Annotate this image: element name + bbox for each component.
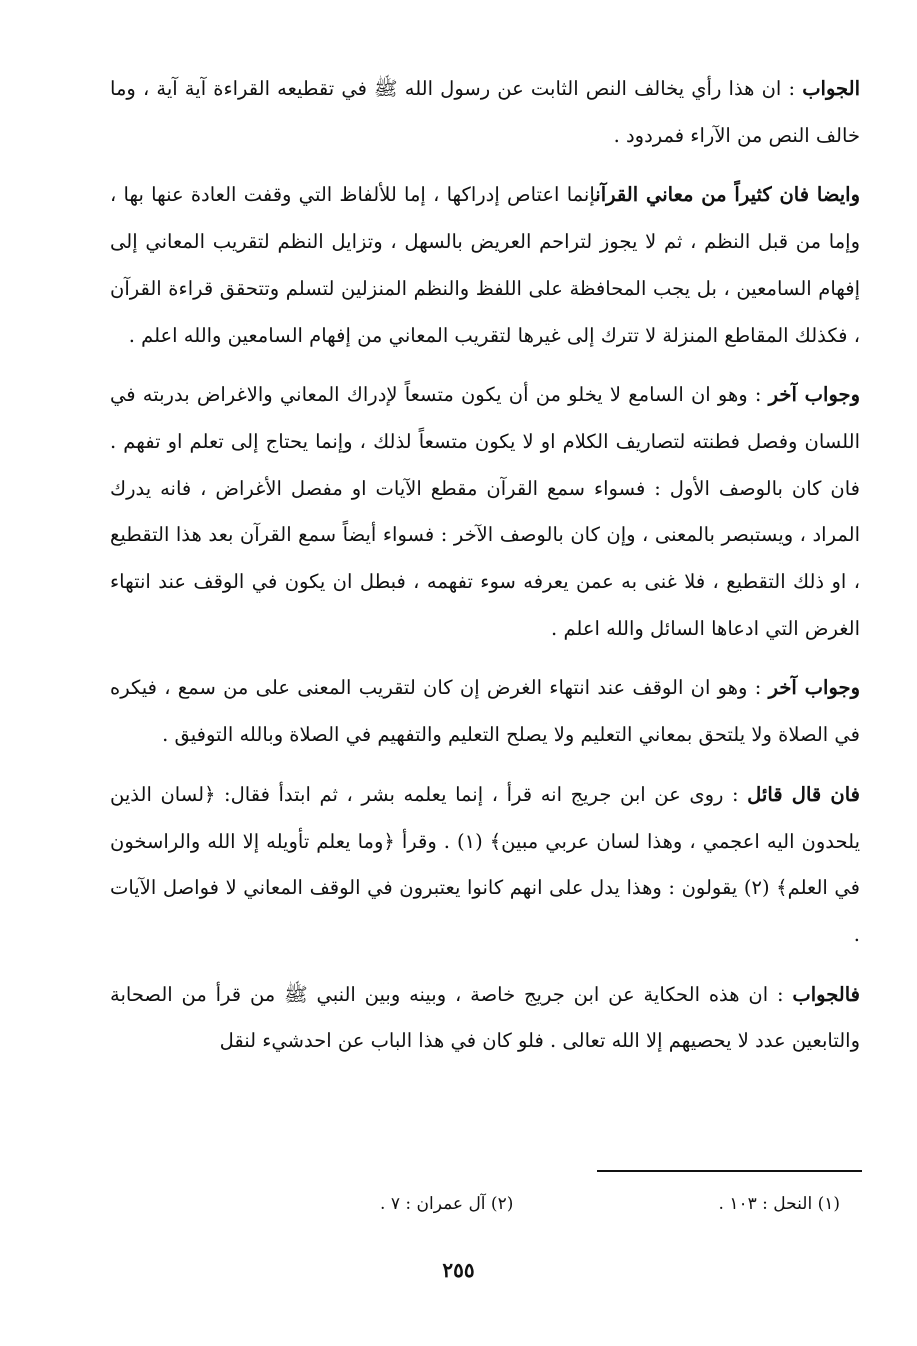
paragraph-lead: وجواب آخر (768, 676, 861, 700)
footnotes (380, 1192, 840, 1216)
paragraph-lead: فالجواب (792, 982, 860, 1006)
paragraph (110, 665, 860, 758)
paragraph-text: : وهو ان السامع لا يخلو من أن يكون متسعاً لإدراك المعاني والاغراض بدربته في اللسان وفصل فطنته لتصاريف الكلام او لا يكون متسعاً لذلك ، وإنما يحتاج إلى تعلم او تفهم . فان كان بالوصف الأول : فسواء سمع القرآن مقطع الآيات او مفصل الأغراض ، فانه يدرك المراد ، ويستبصر بالمعنى ، وإن كان بالوصف الآخر : فسواء أيضاً سمع القرآن بعد هذا التقطيع ، او ذلك التقطيع ، فلا غنى به عمن يعرفه سوء تفهمه ، فبطل ان يكون في الوقف عند انتهاء الغرض التي ادعاها السائل والله اعلم . (110, 383, 860, 640)
paragraph (110, 772, 860, 959)
paragraph (110, 972, 860, 1065)
paragraph-text: : ان هذه الحكاية عن ابن جريج خاصة ، وبينه وبين النبي ﷺ من قرأ من الصحابة والتابعين عدد لا يحصيهم إلا الله تعالى . فلو كان في هذا الباب عن احدشيء لنقل (110, 982, 860, 1053)
paragraph-lead: وايضا فان كثيراً من معاني القرآن (595, 183, 860, 207)
page-number: ٢٥٥ (442, 1258, 475, 1282)
paragraph (110, 172, 860, 359)
footnote: (٢) آل عمران : ٧ . (380, 1194, 514, 1214)
paragraph (110, 372, 860, 652)
paragraph-lead: الجواب (802, 77, 860, 100)
body-text (110, 66, 860, 1078)
footnote: (١) النحل : ١٠٣ . (718, 1194, 840, 1214)
paragraph (110, 66, 860, 159)
paragraph-lead: فان قال قائل (747, 782, 860, 806)
paragraph-text: : وهو ان الوقف عند انتهاء الغرض إن كان لتقريب المعنى على من سمع ، فيكره في الصلاة ولا يلتحق بمعاني التعليم ولا يصلح التعليم والتفهيم في الصلاة وبالله التوفيق . (110, 676, 860, 747)
paragraph-text: : روى عن ابن جريج انه قرأ ، إنما يعلمه بشر ، ثم ابتدأ فقال: ﴿لسان الذين يلحدون اليه اعجمي ، وهذا لسان عربي مبين﴾ (١) . وقرأ ﴿وما يعلم تأويله إلا الله والراسخون في العلم﴾ (٢) يقولون : وهذا يدل على انهم كانوا يعتبرون في الوقف المعاني لا فواصل الآيات . (110, 782, 860, 946)
paragraph-text: إنما اعتاص إدراكها ، إما للألفاظ التي وقفت العادة عنها بها ، وإما من قبل النظم ، ثم لا يجوز لتراحم العريض بالسهل ، وتزايل النظم لتقريب المعاني إلى إفهام السامعين ، بل يجب المحافظة على اللفظ والنظم المنزلين لتسلم وتتحقق قراءة القرآن ، فكذلك المقاطع المنزلة لا تترك إلى غيرها لتقريب المعاني من إفهام السامعين والله اعلم . (110, 183, 860, 347)
paragraph-text: : ان هذا رأي يخالف النص الثابت عن رسول الله ﷺ في تقطيعه القراءة آية آية ، وما خالف النص من الآراء فمردود . (110, 77, 860, 147)
footnote-divider (597, 1170, 862, 1172)
paragraph-lead: وجواب آخر (768, 383, 860, 407)
